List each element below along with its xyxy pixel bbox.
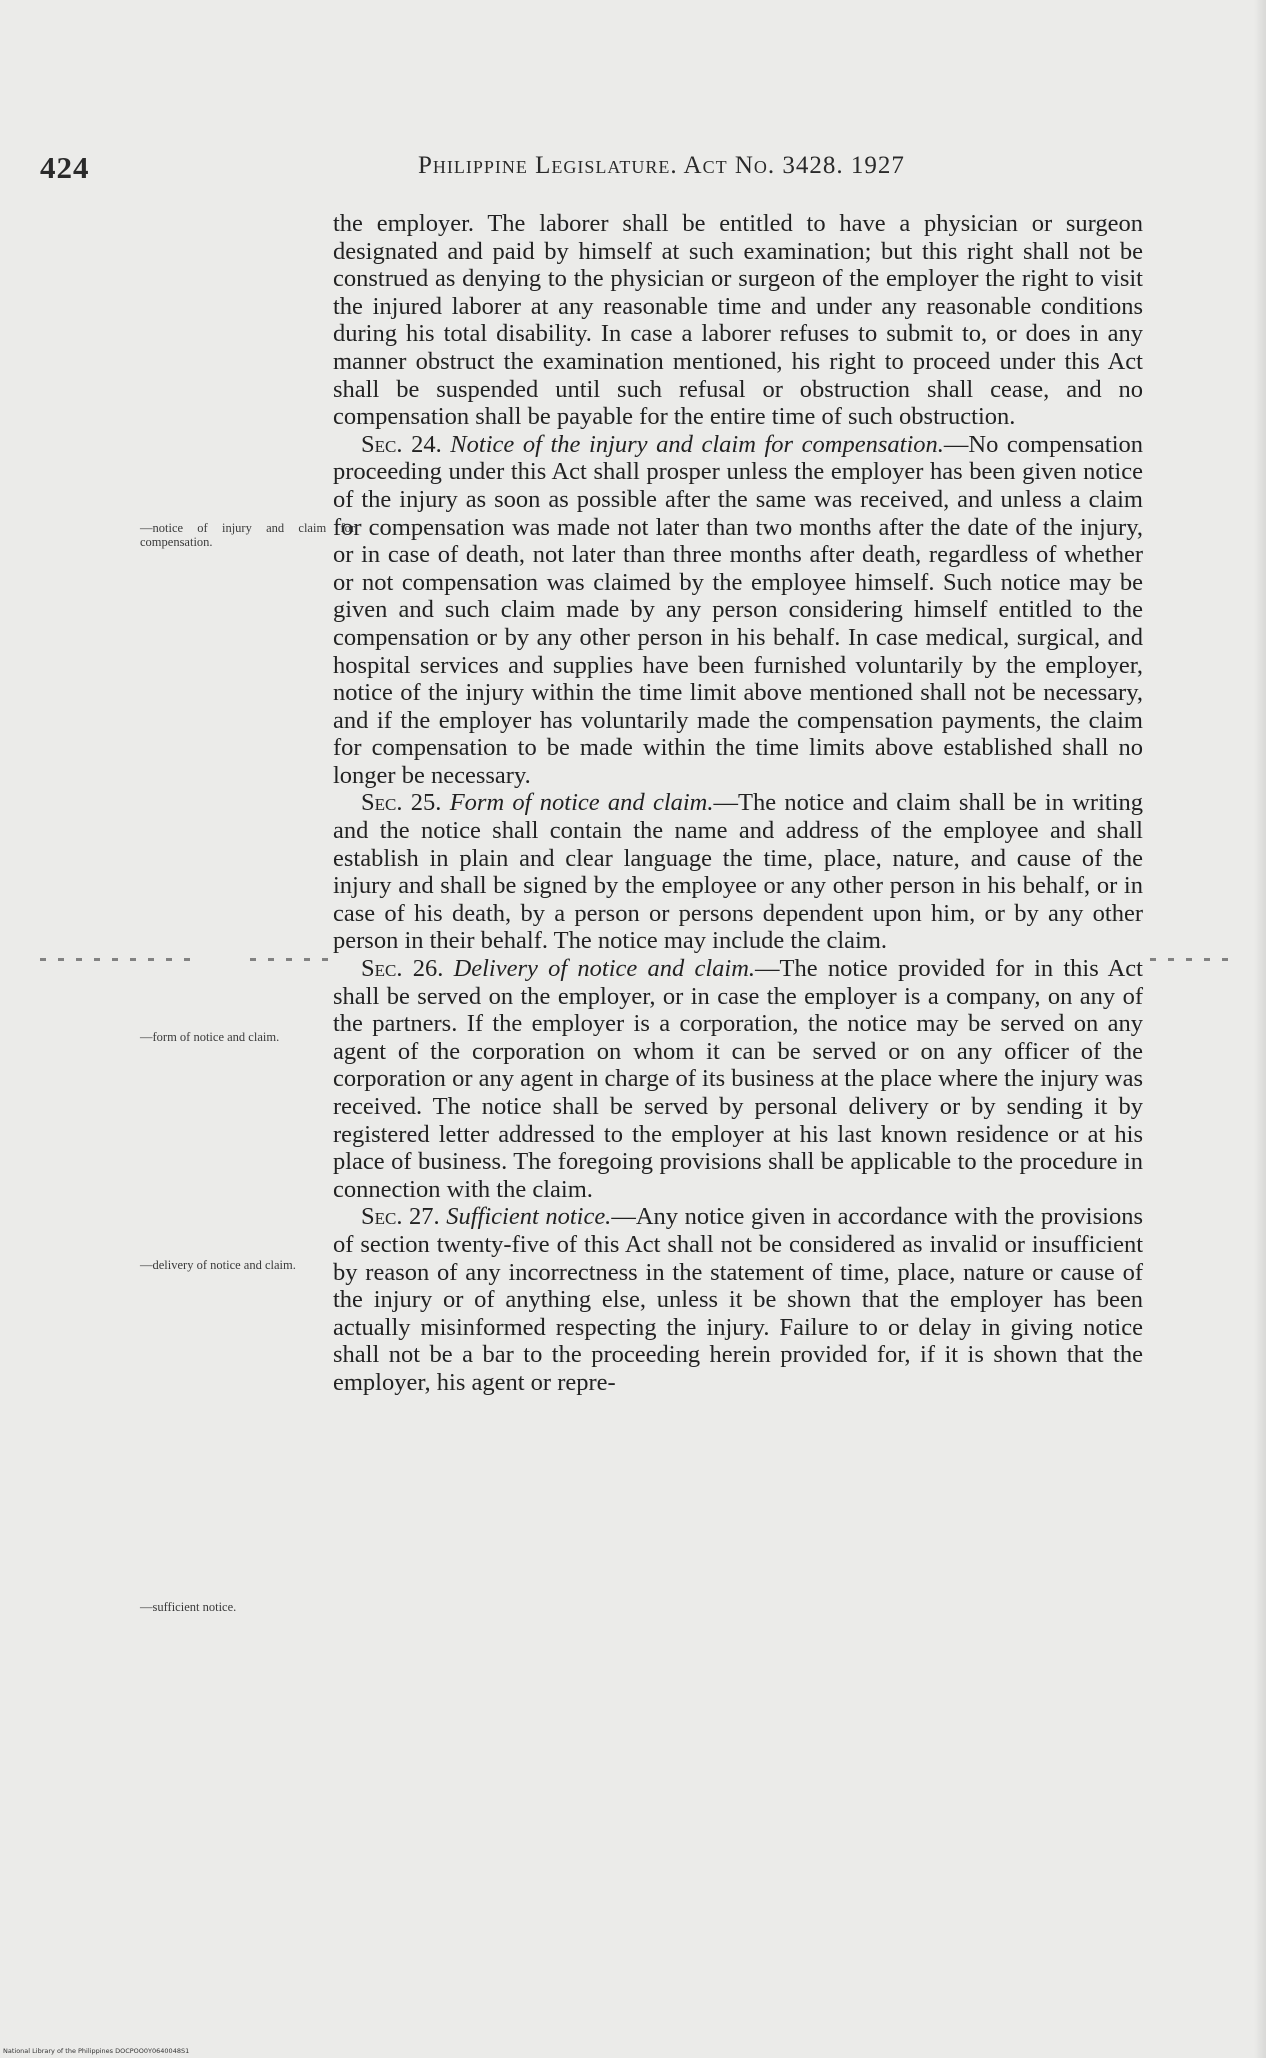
paragraph-text: the employer. The laborer shall be entitled to have a physician or surgeon designated and paid by himself at such examination; but this right shall not be construed as denying to the physician or surgeon of the employer the right to visit the injured laborer at any reasonable time and under any reasonable conditions during his total disability. In case a laborer refuses to submit to, or does in any manner obstruct the examination mentioned, his right to proceed under this Act shall be suspended until such refusal or obstruction shall cease, and no compensation shall be payable for the entire time of such obstruction. <box>333 210 1143 431</box>
section-number: Sec. 26. <box>361 955 444 983</box>
body-text <box>333 210 1143 1397</box>
section-text: —The notice provided for in this Act shall be served on the employer, or in case the employer is a company, on any of the partners. If the employer is a corporation, the notice may be served on any agent of the corporation on whom it can be served or on any officer of the corporation or any agent in charge of its business at the place where the injury was received. The notice shall be served by personal delivery or by sending it by registered letter addressed to the employer at his last known residence or at his place of business. The foregoing provisions shall be applicable to the procedure in connection with the claim. <box>333 955 1143 1203</box>
paragraph-continuation <box>333 210 1143 431</box>
scan-artifact-right <box>1150 958 1240 961</box>
section-number: Sec. 24. <box>361 430 442 458</box>
section-text: —The notice and claim shall be in writing and the notice shall contain the name and address of the employee and shall establish in plain and clear language the time, place, nature, and cause of the injury and shall be signed by the employee or any other person in his behalf, or in case of his death, by a person or persons dependent upon him, or by any other person in their behalf. The notice may include the claim. <box>333 789 1143 955</box>
page-edge-shadow <box>1254 0 1266 2058</box>
section-27 <box>333 1203 1143 1396</box>
margin-note-sec26: —delivery of notice and claim. <box>140 1258 296 1272</box>
section-number: Sec. 25. <box>361 789 442 817</box>
section-25 <box>333 789 1143 955</box>
section-text: —No compensation proceeding under this Act shall prosper unless the employer has been given notice of the injury as soon as possible after the same was received, and unless a claim for compensation was made not later than two months after the date of the injury, or in case of death, not later than three months after death, regardless of whether or not compensation was claimed by the employee himself. Such notice may be given and such claim made by any person considering himself entitled to the compensation or by any other person in his behalf. In case medical, surgical, and hospital services and supplies have been furnished voluntarily by the employer, notice of the injury within the time limit above mentioned shall not be necessary, and if the employer has voluntarily made the compensation payments, the claim for compensation to be made within the time limits above established shall no longer be necessary. <box>333 430 1144 789</box>
margin-note-sec24: —notice of injury and claim for compensation. <box>140 521 355 549</box>
section-title: Form of notice and claim. <box>449 789 714 817</box>
page-header <box>40 150 1080 190</box>
scan-artifact-left <box>40 958 190 961</box>
section-24 <box>333 431 1143 790</box>
margin-note-sec25: —form of notice and claim. <box>140 1030 280 1044</box>
section-text: —Any notice given in accordance with the provisions of section twenty-five of this Act shall not be considered as invalid or insufficient by reason of any incorrectness in the statement of time, place, nature or cause of the injury or of anything else, unless it be shown that the employer has been actually misinformed respecting the injury. Failure to or delay in giving notice shall not be a bar to the proceeding herein provided for, if it is shown that the employer, his agent or repre- <box>333 1203 1143 1396</box>
archive-stamp: National Library of the Philippines DOCPOO0Y0640048S1 <box>3 2047 190 2055</box>
running-head: Philippine Legislature. Act No. 3428. 1927 <box>418 152 905 179</box>
section-number: Sec. 27. <box>361 1203 440 1231</box>
scan-artifact-middle <box>250 958 330 961</box>
section-title: Sufficient notice. <box>446 1203 612 1231</box>
section-26 <box>333 955 1143 1203</box>
page-number: 424 <box>40 150 90 185</box>
section-title: Notice of the injury and claim for compensation. <box>450 430 944 458</box>
margin-note-sec27: —sufficient notice. <box>140 1600 237 1614</box>
section-title: Delivery of notice and claim. <box>453 955 756 983</box>
